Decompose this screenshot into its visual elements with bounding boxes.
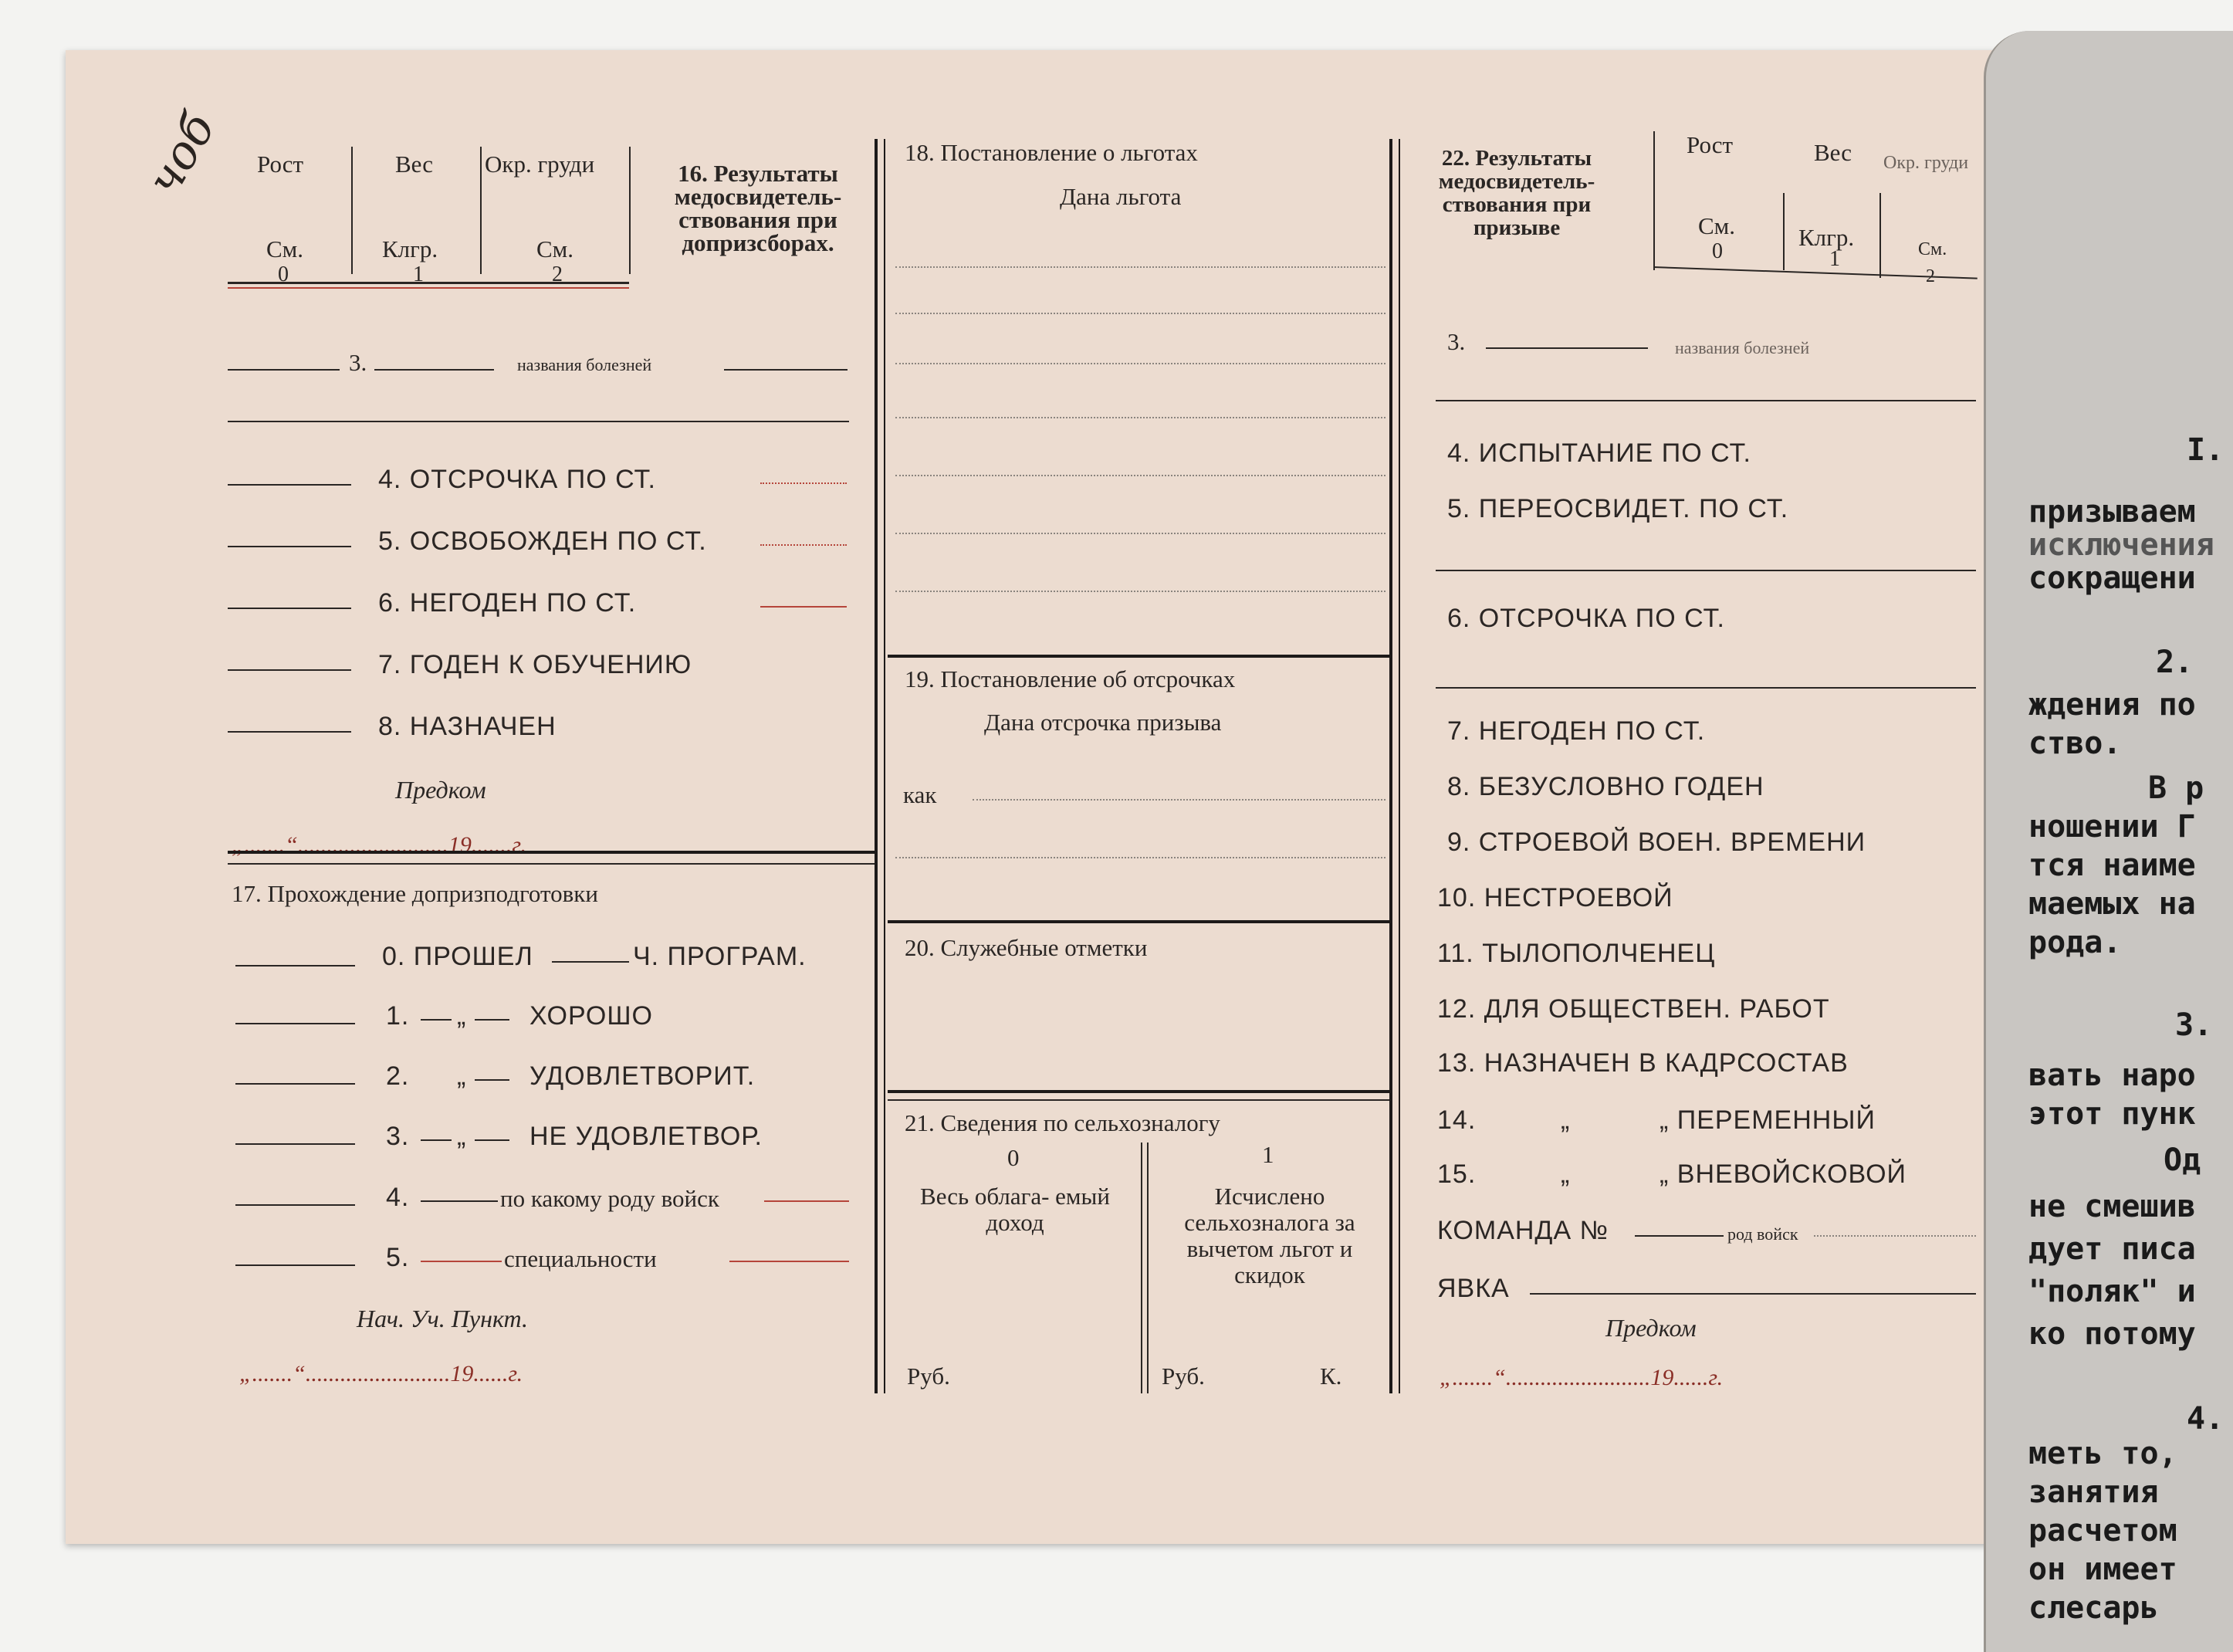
field-line [235,1204,355,1206]
typed-line: ко потому [2028,1316,2196,1352]
typed-line: этот пунк [2028,1096,2196,1132]
dotted-line [895,363,1385,364]
field-line [760,606,847,608]
typed-line: занятия [2028,1474,2159,1510]
unit-klgr: Клгр. [1798,224,1855,251]
prog-3-number: 3. [386,1122,410,1151]
item-8: 8. НАЗНАЧЕН [378,712,557,741]
item-7: 7. НЕГОДЕН ПО СТ. [1447,716,1706,746]
section-16-title: 16. Результаты медосвидетель- ствования при допризсборах. [674,160,842,256]
dotted-line [895,533,1385,534]
kop-label: К. [1320,1363,1342,1390]
date-line: „.......“.........................19......г. [239,1361,523,1386]
dotted-line [895,857,1385,858]
prog-5: специальности [504,1245,657,1272]
typed-page [1984,31,2233,1652]
item-4: 4. ОТСРОЧКА ПО СТ. [378,465,656,494]
field-line [228,546,351,547]
field-line [421,1139,452,1141]
field-line [1635,1235,1724,1237]
item-3-number: 3. [349,349,367,376]
kak-label: как [903,781,937,808]
section-divider [888,1099,1389,1101]
typed-line: ждения по [2028,687,2196,723]
field-line [228,369,340,371]
header-rost: Рост [1687,131,1734,158]
ditto-mark: „ [1561,1105,1571,1135]
typed-line: тся наиме [2028,848,2196,883]
section-divider [888,1090,1389,1093]
typed-line: дует писа [2028,1231,2196,1267]
field-line [1436,687,1976,689]
field-line [1530,1293,1976,1295]
typed-line: он имеет [2028,1552,2177,1587]
field-number: 2 [1926,266,1935,286]
typed-line: 2. [2156,645,2194,680]
typed-line: Од [2164,1143,2201,1178]
ditto-mark: „ [457,1061,467,1091]
typed-line: не смешив [2028,1189,2196,1224]
field-line [228,484,351,486]
unit-klgr: Клгр. [382,235,438,262]
dotted-line [895,591,1385,592]
typed-line: призываем [2028,494,2196,530]
field-line [475,1079,509,1081]
item-15-number: 15. [1437,1159,1477,1189]
divider [1879,193,1881,278]
header-okr-grudi: Окр. груди [1883,153,1969,173]
divider [1653,131,1655,270]
column-divider [884,139,885,1393]
item-6: 6. НЕГОДЕН ПО СТ. [378,588,637,618]
diseases-label: названия болезней [1675,338,1810,357]
dotted-line [895,417,1385,418]
divider [351,147,353,274]
field-line [228,608,351,609]
section-22-title: 22. Результаты медосвидетель- ствования при призыве [1438,146,1595,240]
prog-0-a: 0. ПРОШЕЛ [382,942,533,971]
section-17-title: 17. Прохождение допризподготовки [232,880,598,907]
field-line [421,1019,452,1021]
item-13: 13. НАЗНАЧЕН В КАДРСОСТАВ [1437,1048,1849,1078]
item-9: 9. СТРОЕВОЙ ВОЕН. ВРЕМЕНИ [1447,828,1866,857]
field-line [729,1261,849,1262]
field-line [235,1143,355,1145]
date-line: „.......“..........................19.......г. [232,832,527,858]
field-line [724,369,848,371]
typed-line: исключения [2028,527,2214,563]
unit-sm: См. [536,235,574,262]
field-number: 0 [278,262,289,286]
divider [1783,193,1785,270]
item-12: 12. ДЛЯ ОБЩЕСТВЕН. РАБОТ [1437,994,1830,1024]
field-line [475,1019,509,1021]
unit-sm: См. [266,235,304,262]
ditto-mark: „ [457,1001,467,1031]
field-line [552,961,629,963]
yavka-label: ЯВКА [1437,1274,1510,1303]
prog-4-number: 4. [386,1183,410,1212]
field-line [1436,570,1976,571]
item-4: 4. ИСПЫТАНИЕ ПО СТ. [1447,438,1751,468]
field-line [1436,400,1976,401]
field-number: 0 [1712,239,1723,263]
typed-line: ношении Г [2028,809,2196,845]
divider [480,147,482,274]
handwritten-note: чоб [137,103,226,205]
rub-label: Руб. [907,1363,950,1390]
field-line [235,1023,355,1024]
field-line [475,1139,509,1141]
typed-line: слесарь [2028,1590,2159,1626]
field-line [228,421,849,422]
prog-4: по какому роду войск [500,1185,719,1212]
dotted-line [973,799,1385,801]
section-divider [228,851,875,854]
typed-line: маемых на [2028,886,2196,922]
typed-line: "поляк" и [2028,1274,2196,1309]
item-10: 10. НЕСТРОЕВОЙ [1437,883,1673,912]
item-3-number: 3. [1447,328,1466,355]
typed-line: 4. [2187,1401,2225,1437]
item-15: „ ВНЕВОЙСКОВОЙ [1660,1159,1907,1189]
field-line [374,369,494,371]
field-underline [228,287,629,289]
item-8: 8. БЕЗУСЛОВНО ГОДЕН [1447,772,1764,801]
prog-5-number: 5. [386,1243,410,1272]
field-line [1486,347,1648,349]
prog-2: УДОВЛЕТВОРИТ. [529,1061,756,1091]
date-line: „.......“.........................19......г. [1440,1365,1724,1390]
field-line [235,1083,355,1085]
dotted-line [895,313,1385,314]
divider [1147,1143,1149,1393]
section-19-title: 19. Постановление об отсрочках [905,665,1236,692]
field-line [421,1261,502,1262]
header-okr-grudi: Окр. груди [485,151,595,178]
item-6: 6. ОТСРОЧКА ПО СТ. [1447,604,1725,633]
ves-oblagaemyi-dokhod: Весь облага- емый доход [920,1183,1110,1236]
item-5: 5. ПЕРЕОСВИДЕТ. ПО СТ. [1447,494,1789,523]
section-divider [228,863,875,865]
item-14: „ ПЕРЕМЕННЫЙ [1660,1105,1876,1135]
ischisleno-selkhoznaloga: Исчислено сельхозналога за вычетом льгот и скидок [1184,1183,1355,1288]
field-line [228,669,351,671]
typed-line: 3. [2175,1007,2213,1043]
rub-label: Руб. [1162,1363,1205,1390]
field-line [235,965,355,966]
field-number: 2 [552,262,563,286]
dana-otsrochka: Дана отсрочка призыва [984,709,1222,736]
header-ves: Вес [1814,139,1852,166]
section-20-title: 20. Служебные отметки [905,934,1148,961]
unit-sm: См. [1918,239,1947,259]
typed-line: ство. [2028,726,2122,761]
komanda-label: КОМАНДА № [1437,1216,1609,1245]
ditto-mark: „ [457,1122,467,1151]
typed-line: В р [2148,770,2204,806]
signature-predkom: Предком [1605,1314,1697,1342]
header-ves: Вес [395,151,433,178]
field-line [228,731,351,733]
prog-0-b: Ч. ПРОГРАМ. [633,942,807,971]
typed-line: вать наро [2028,1058,2196,1093]
divider [629,147,631,274]
prog-1: ХОРОШО [529,1001,653,1031]
ditto-mark: „ [1561,1159,1571,1189]
signature-predkom: Предком [395,776,486,804]
typed-line: сокращени [2028,560,2196,596]
column-divider [875,139,878,1393]
rod-voisk-label: род войск [1727,1224,1798,1244]
field-number: 1 [1262,1141,1274,1168]
section-divider [888,920,1389,923]
prog-1-number: 1. [386,1001,410,1031]
field-number: 1 [1829,247,1840,271]
typed-line: расчетом [2028,1513,2177,1549]
item-7: 7. ГОДЕН К ОБУЧЕНИЮ [378,650,692,679]
item-11: 11. ТЫЛОПОЛЧЕНЕЦ [1437,939,1716,968]
field-number: 1 [413,262,424,286]
item-5: 5. ОСВОБОЖДЕН ПО СТ. [378,526,707,556]
prog-2-number: 2. [386,1061,410,1091]
typed-line: I. [2187,432,2225,468]
dotted-line [895,475,1385,476]
field-line [421,1200,498,1202]
section-divider [888,655,1389,658]
dotted-line [760,544,847,546]
field-underline [228,282,629,284]
typed-line: меть то, [2028,1436,2177,1471]
dotted-line [895,266,1385,268]
typed-line: рода. [2028,925,2122,960]
field-number: 0 [1007,1144,1020,1171]
unit-sm: См. [1698,212,1736,239]
dotted-line [1814,1235,1976,1237]
signature-nach-uch-punkt: Нач. Уч. Пункт. [357,1305,528,1332]
diseases-label: названия болезней [517,355,652,374]
field-line [235,1264,355,1266]
dana-lgota: Дана льгота [1060,183,1182,210]
section-21-title: 21. Сведения по сельхозналогу [905,1109,1220,1136]
prog-3: НЕ УДОВЛЕТВОР. [529,1122,763,1151]
section-18-title: 18. Постановление о льготах [905,139,1198,166]
dotted-line [760,482,847,484]
header-rost: Рост [257,151,304,178]
item-14-number: 14. [1437,1105,1477,1135]
divider [1141,1143,1142,1393]
field-line [764,1200,849,1202]
column-divider [1389,139,1392,1393]
column-divider [1399,139,1400,1393]
